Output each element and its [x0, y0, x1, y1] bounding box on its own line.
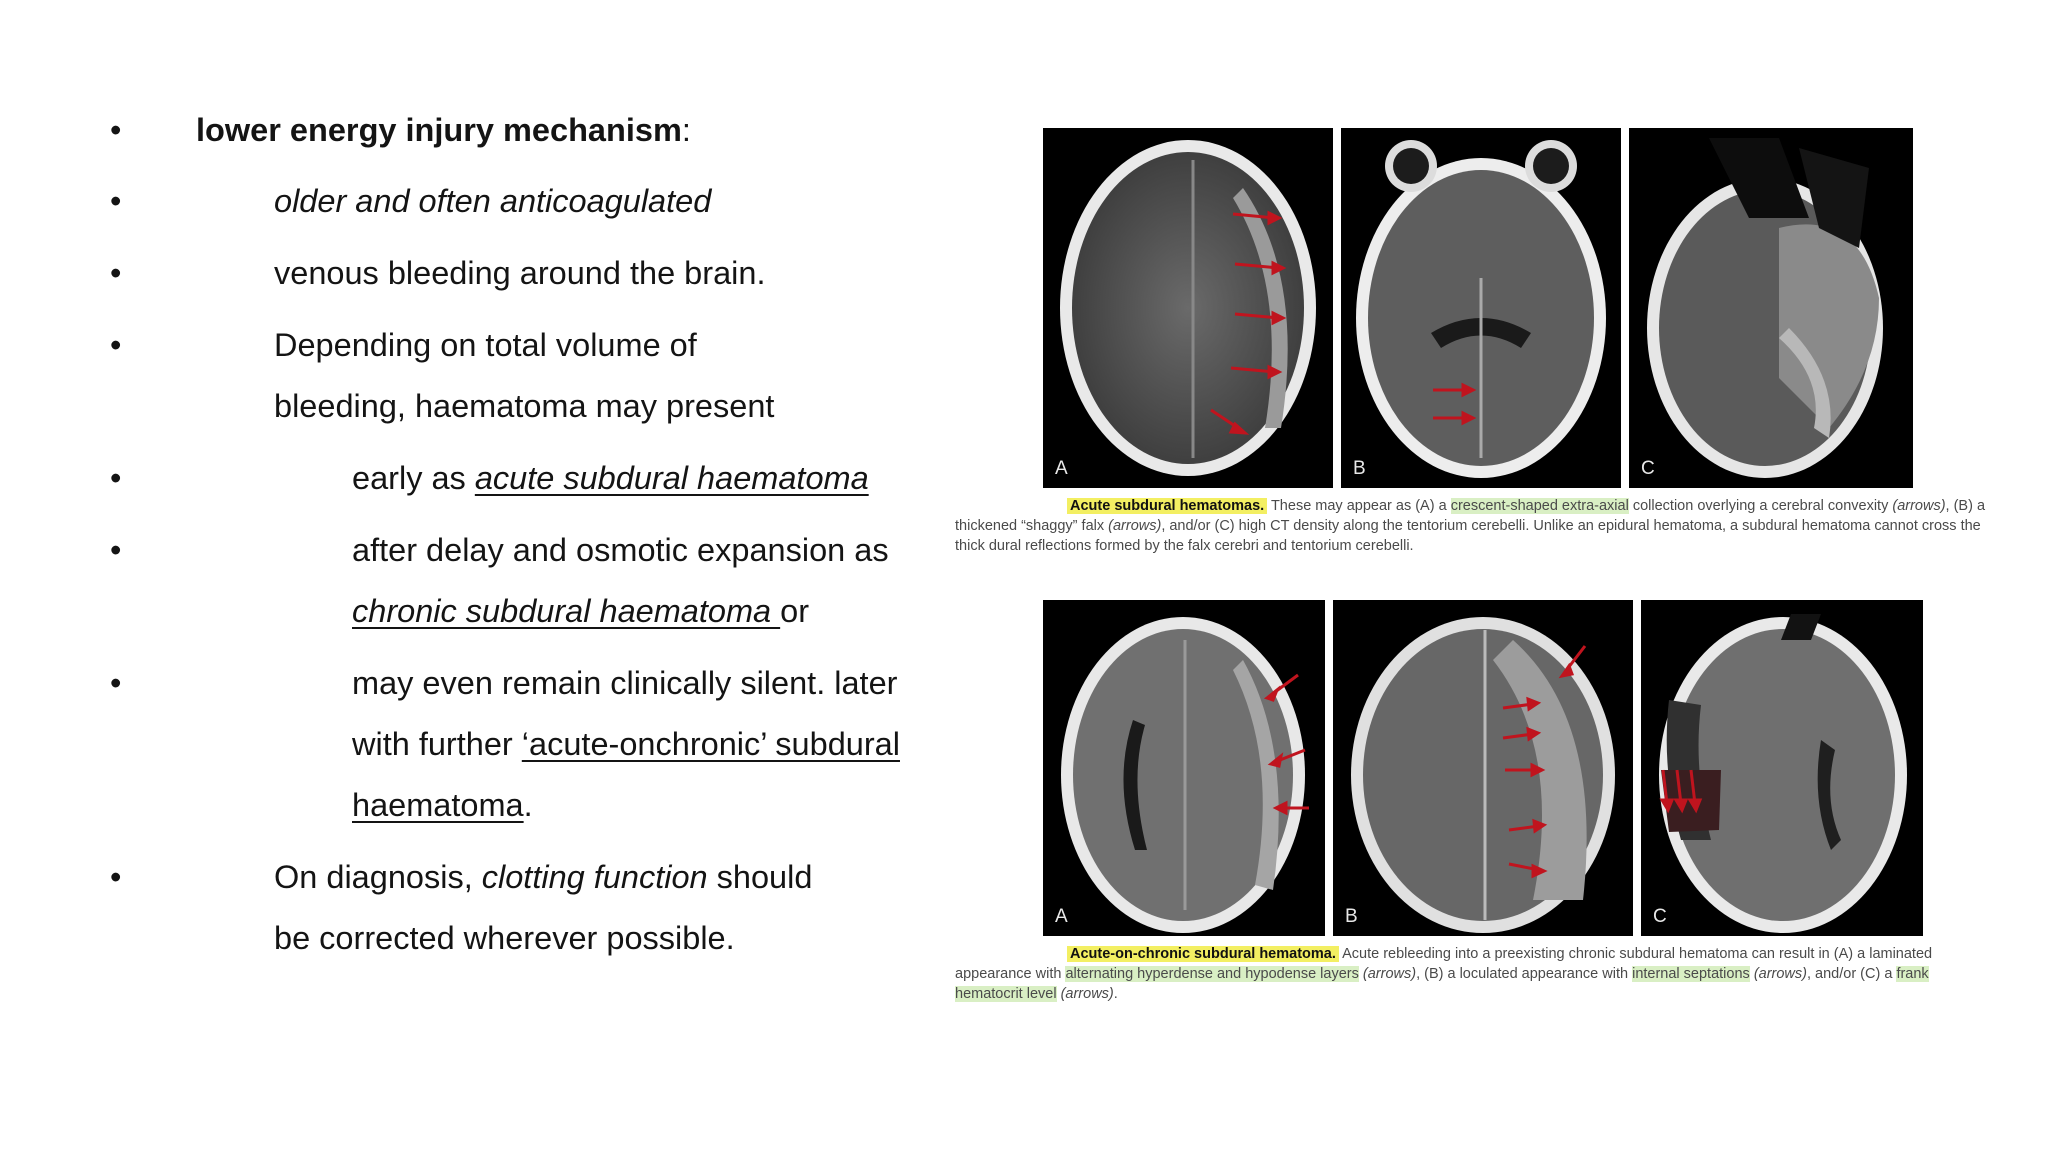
- caption-acute-on-chronic: Acute-on-chronic subdural hematoma. Acute rebleeding into a preexisting chronic subdural hematoma can result in (A) a laminated appearance with alternating hyperdense and hypodense layers (arrows), (B) a loculated appearance with internal septations (arrows), and/or (C) a frank hematocrit level (arrows).: [955, 946, 1933, 1002]
- bullet-venous-bleeding: • venous bleeding around the brain.: [150, 243, 940, 304]
- bullet-volume-of-bleeding: • Depending on total volume of bleeding, haematoma may present: [150, 315, 794, 437]
- bullet-early-acute: • early as acute subdural haematoma: [150, 448, 940, 509]
- caption-title: Acute-on-chronic subdural hematoma.: [1067, 946, 1339, 962]
- panel-label: C: [1641, 458, 1655, 479]
- bullet-lower-energy: • lower energy injury mechanism:: [150, 100, 940, 161]
- caption-acute-subdural: Acute subdural hematomas. These may appear as (A) a crescent-shaped extra-axial collection overlying a cerebral convexity (arrows), (B) a thickened “shaggy” falx (arrows), and/or (C) high CT density along the tentorium cerebelli. Unlike an epidural hematoma, a subdural hematoma cannot cross the thick dural reflections formed by the falx cerebri and tentorium cerebelli.: [955, 498, 1986, 554]
- ct-scan-image: [1043, 600, 1325, 936]
- panel-label: A: [1055, 458, 1068, 479]
- bullet-clinically-silent: • may even remain clinically silent. later with further ‘acute-onchronic’ subdural haematoma.: [150, 653, 942, 836]
- ct-panel-c: [1641, 600, 1923, 936]
- caption-title: Acute subdural hematomas.: [1067, 498, 1267, 514]
- ct-scan-image: [1341, 128, 1621, 488]
- panel-label: C: [1653, 906, 1667, 927]
- ct-scan-image: [1629, 128, 1913, 488]
- panel-label: B: [1345, 906, 1358, 927]
- ct-scan-image: [1043, 128, 1333, 488]
- ct-image-row: [955, 600, 1995, 936]
- ct-panel-c: [1629, 128, 1913, 488]
- link-acute-on-chronic: ‘acute-onchronic’ subdural haematoma: [352, 726, 900, 823]
- link-acute-subdural-haematoma: acute subdural haematoma: [474, 460, 869, 496]
- ct-image-row: [955, 128, 1995, 488]
- bullet-after-delay: • after delay and osmotic expansion as chronic subdural haematoma or: [150, 520, 912, 642]
- bullet-list: [150, 100, 940, 980]
- bullet-on-diagnosis: • On diagnosis, clotting function should be corrected wherever possible.: [150, 847, 814, 969]
- ct-scan-image: [1333, 600, 1633, 936]
- ct-scan-image: [1641, 600, 1923, 936]
- panel-label: A: [1055, 906, 1068, 927]
- bullet-heading: lower energy injury mechanism: [196, 112, 682, 148]
- link-chronic-subdural-haematoma: chronic subdural haematoma: [352, 593, 781, 629]
- ct-panel-b: [1333, 600, 1633, 936]
- ct-panel-a: [1043, 128, 1333, 488]
- bullet-older-anticoagulated: • older and often anticoagulated: [150, 171, 940, 232]
- figure-acute-on-chronic: [955, 600, 1995, 1004]
- figure-acute-subdural: [955, 128, 1995, 556]
- ct-panel-b: [1341, 128, 1621, 488]
- ct-panel-a: [1043, 600, 1325, 936]
- panel-label: B: [1353, 458, 1366, 479]
